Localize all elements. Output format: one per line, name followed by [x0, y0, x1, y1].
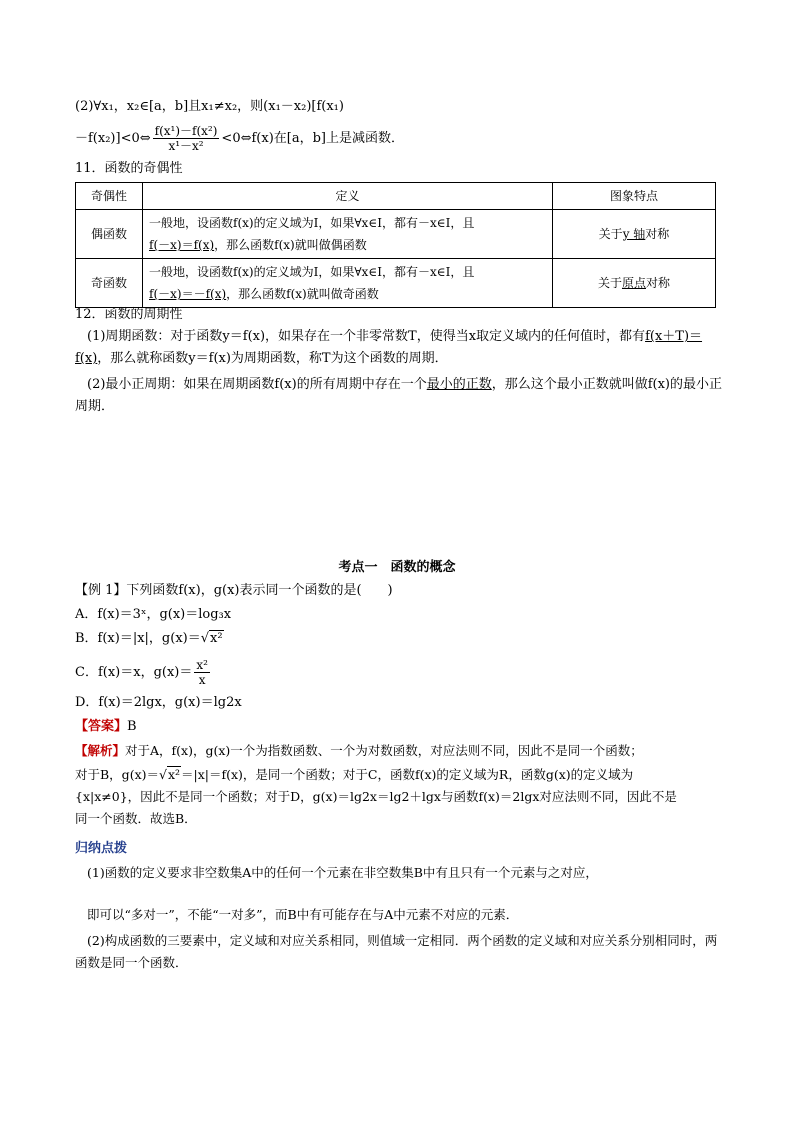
monotonic-fraction [153, 124, 220, 153]
period-p1-text: (1)周期函数：对于函数y＝f(x)，如果存在一个非零常数T，使得当x取定义域内的任何值时，都有 [87, 329, 646, 344]
monotonic-text-2a: －f(x₂)]<0⇔ [75, 131, 151, 146]
tips-paragraph-2: 即可以“多对一”，不能“一对多”，而B中有可能存在与A中元素不对应的元素． [87, 907, 519, 922]
definition-rest: ，那么函数f(x)就叫做偶函数 [214, 238, 367, 252]
analysis-line-2b: ＝|x|＝f(x)，是同一个函数；对于C，函数f(x)的定义域为R，函数g(x)的定义域为 [181, 767, 634, 782]
analysis-label: 【解析】 [75, 743, 126, 758]
monotonic-text-2b: <0⇔f(x)在[a，b]上是减函数． [221, 131, 404, 146]
period-p2-text: (2)最小正周期：如果在周期函数f(x)的所有周期中存在一个 [87, 377, 427, 392]
table-cell: 偶函数 [76, 210, 143, 259]
analysis-line-4: 同一个函数．故选B． [75, 811, 197, 826]
analysis-line-1: 对于A，f(x)，g(x)一个为指数函数、一个为对数函数，对应法则不同，因此不是同一个函数； [125, 743, 643, 758]
option-c-fraction [194, 658, 210, 687]
analysis-line-3: {x|x≠0}，因此不是同一个函数；对于D，g(x)＝lg2x＝lg2＋lgx与函数f(x)＝2lgx对应法则不同，因此不是 [75, 789, 677, 804]
option-d: D．f(x)＝2lgx，g(x)＝lg2x [75, 695, 242, 710]
feature-underlined: 原点 [621, 276, 646, 290]
tips-paragraph-3: (2)构成函数的三要素中，定义域和对应关系相同，则值域一定相同．两个函数的定义域和对应关系分别相同时，两函数是同一个函数． [75, 933, 718, 970]
table-cell [553, 210, 716, 259]
option-c-text: C．f(x)＝x，g(x)＝ [75, 665, 193, 680]
table-cell: 奇函数 [76, 259, 143, 308]
monotonic-line-2 [75, 124, 727, 153]
period-p1-underlined: f(x＋T)＝f(x) [75, 329, 703, 366]
definition-line: 一般地，设函数f(x)的定义域为I，如果∀x∈I，都有－x∈I，且 [149, 265, 475, 279]
definition-underlined: f(－x)＝f(x) [149, 238, 215, 252]
example-question-text: 下列函数f(x)，g(x)表示同一个函数的是( ) [126, 583, 393, 598]
definition-underlined: f(－x)＝－f(x) [149, 287, 227, 301]
definition-line: 一般地，设函数f(x)的定义域为I，如果∀x∈I，都有－x∈I，且 [149, 216, 475, 230]
table-row [76, 259, 716, 308]
analysis-block [75, 740, 727, 830]
table-header: 定义 [143, 183, 553, 210]
feature-pre: 关于 [597, 276, 622, 290]
table-header-row [76, 183, 716, 210]
monotonic-text-1: (2)∀x₁，x₂∈[a，b]且x₁≠x₂，则(x₁－x₂)[f(x₁) [75, 99, 344, 114]
option-b-text: B．f(x)＝|x|，g(x)＝ [75, 631, 201, 646]
parity-table [75, 182, 716, 308]
example-label: 【例 1】 [75, 583, 127, 598]
example-question [75, 580, 727, 602]
sqrt-expression: √x² [200, 631, 223, 646]
period-p2-text-end: ，那么这个最小正数就叫做f(x)的最小正周期． [75, 377, 723, 414]
sqrt-expression: √x² [159, 767, 181, 782]
sqrt-radicand: x² [210, 631, 223, 646]
fraction-denominator: x [198, 673, 206, 687]
period-paragraph-2 [75, 374, 727, 418]
table-cell [553, 259, 716, 308]
table-header: 奇偶性 [76, 183, 143, 210]
answer-value: B [127, 719, 137, 734]
fraction-numerator: f(x¹)－f(x²) [154, 124, 218, 138]
period-paragraph-1 [75, 326, 727, 370]
table-cell [143, 259, 553, 308]
tips-heading: 归纳点拨 [75, 841, 128, 856]
section-title: 考点一 函数的概念 [338, 560, 456, 575]
parity-heading: 11．函数的奇偶性 [75, 161, 183, 176]
option-b [75, 628, 727, 650]
feature-pre: 关于 [598, 227, 623, 241]
table-header: 图象特点 [553, 183, 716, 210]
sqrt-radicand: x² [167, 767, 181, 782]
answer-label: 【答案】 [75, 719, 128, 734]
table-cell [143, 210, 553, 259]
fraction-numerator: x² [196, 658, 208, 672]
analysis-line-2a: 对于B，g(x)＝ [75, 767, 159, 782]
period-heading: 12．函数的周期性 [75, 307, 183, 322]
feature-post: 对称 [646, 276, 671, 290]
fraction-denominator: x¹－x² [168, 139, 204, 153]
feature-underlined: y 轴 [622, 227, 646, 241]
answer-line [75, 716, 727, 738]
feature-post: 对称 [645, 227, 670, 241]
period-p2-underlined: 最小的正数 [426, 377, 492, 392]
option-c [75, 658, 727, 687]
option-a: A．f(x)＝3ˣ，g(x)＝log₃x [75, 607, 232, 622]
definition-rest: ，那么函数f(x)就叫做奇函数 [226, 287, 379, 301]
period-p1-text-end: ，那么就称函数y＝f(x)为周期函数，称T为这个函数的周期． [97, 351, 448, 366]
table-row [76, 210, 716, 259]
tips-paragraph-1: (1)函数的定义要求非空数集A中的任何一个元素在非空数集B中有且只有一个元素与之对应， [87, 865, 598, 880]
monotonic-line-1 [75, 96, 727, 118]
